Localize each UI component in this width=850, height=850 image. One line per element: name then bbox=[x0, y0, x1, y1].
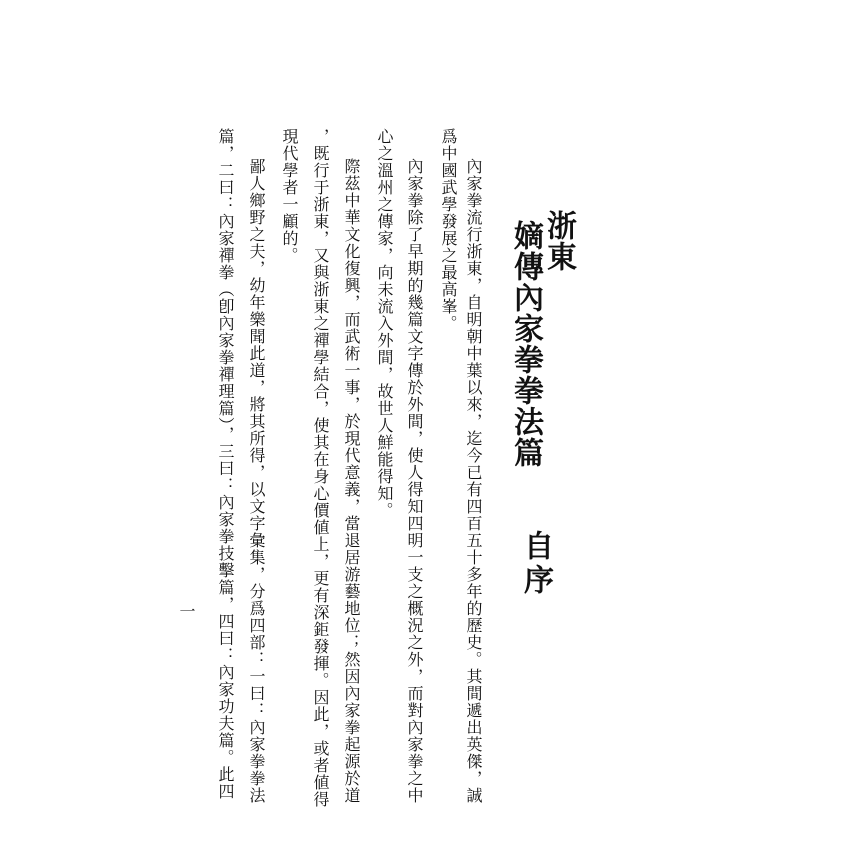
paragraph-line: 心之溫州之傳家，向未流入外間，故世人鮮能得知。 bbox=[375, 128, 394, 519]
paragraph-line: 際茲中華文化復興，而武術一事，於現代意義，當退居游藝地位；然因內家拳起源於道 bbox=[342, 158, 361, 804]
preface-heading: 自序 bbox=[518, 530, 553, 598]
paragraph-line: 爲中國武學發展之最高峯。 bbox=[439, 128, 458, 332]
title-line-1: 浙東 bbox=[541, 210, 576, 272]
paragraph-line: 現代學者一顧的。 bbox=[280, 128, 299, 264]
paragraph-line: ，既行于浙東，又與浙東之禪學結合，使其在身心價値上，更有深鉅發揮。因此，或者値得 bbox=[311, 128, 330, 808]
paragraph-line: 內家拳流行浙東，自明朝中葉以來，迄今已有四百五十多年的歷史。其間遞出英傑，誠 bbox=[464, 158, 483, 804]
page-number: 一 bbox=[177, 603, 196, 619]
paragraph-line: 篇，二曰：內家禪拳（卽內家拳禪理篇），三曰：內家拳技擊篇，四曰：內家功夫篇。此四 bbox=[216, 128, 235, 800]
title-line-2: 嫡傳內家拳拳法篇 bbox=[508, 220, 543, 468]
paragraph-line: 鄙人鄉野之夫，幼年樂聞此道，將其所得，以文字彙集，分爲四部：一曰：內家拳拳法 bbox=[247, 158, 266, 804]
paragraph-line: 內家拳除了早期的幾篇文字傳於外間，使人得知四明一支之概況之外，而對內家拳之中 bbox=[405, 158, 424, 804]
